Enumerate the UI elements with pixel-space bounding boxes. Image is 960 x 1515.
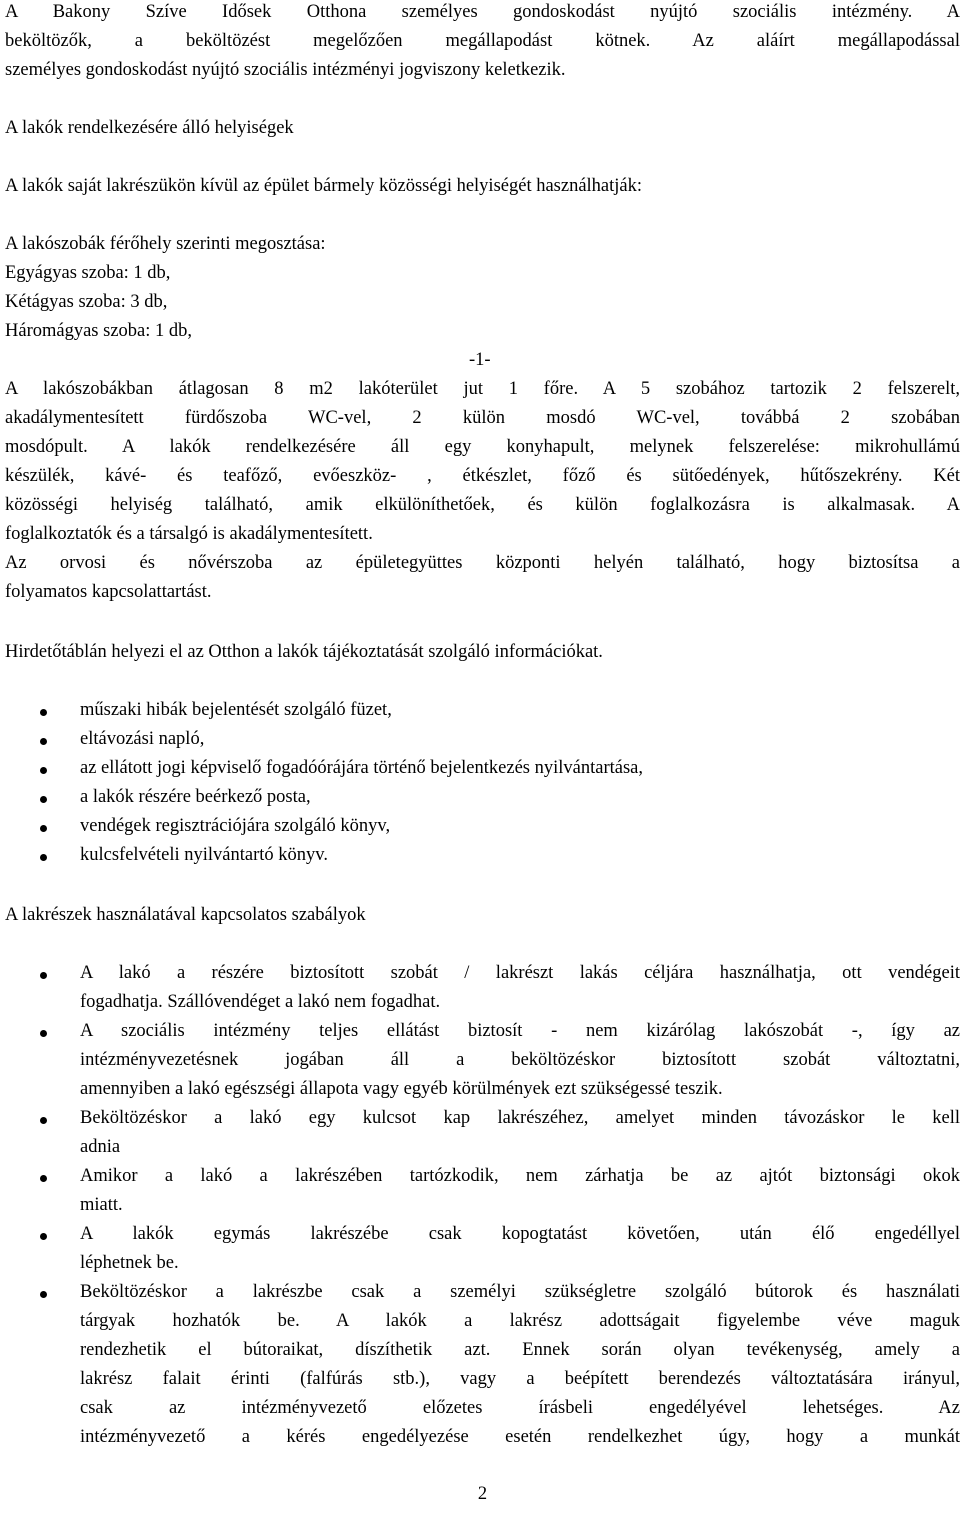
rule-line: Amikor a lakó a lakrészében tartózkodik, nem zárhatja be az ajtót biztonsági okok xyxy=(80,1166,960,1186)
room-split-item: Kétágyas szoba: 3 db, xyxy=(5,292,168,312)
rule-line: tárgyak hozhatók be. A lakók a lakrész adottságait figyelembe véve maguk xyxy=(80,1311,960,1331)
bullet-icon xyxy=(40,709,47,716)
bullet-icon xyxy=(40,738,47,745)
rule-line: rendezhetik el bútoraikat, díszíthetik azt. Ennek során olyan tevékenység, amely a xyxy=(80,1340,960,1360)
bullet-icon xyxy=(40,1117,47,1124)
section-heading-rules: A lakrészek használatával kapcsolatos szabályok xyxy=(5,905,366,925)
para-rooms-line: mosdópult. A lakók rendelkezésére áll egy konyhapult, melynek felszerelése: mikrohullámú xyxy=(5,437,960,457)
rule-line: fogadhatja. Szállóvendéget a lakó nem fogadhat. xyxy=(80,992,441,1012)
notice-board-text: Hirdetőtáblán helyezi el az Otthon a lakók tájékoztatását szolgáló információkat. xyxy=(5,642,603,662)
para-rooms-line: készülék, kávé- és teafőző, evőeszköz- , étkészlet, főző és sütőedények, hűtőszekrény. Két xyxy=(5,466,960,486)
rule-line: léphetnek be. xyxy=(80,1253,179,1273)
para-rooms-line: közösségi helyiség található, amik elkülöníthetőek, és külön foglalkozásra is alkalmasak. A xyxy=(5,495,960,515)
notice-item: eltávozási napló, xyxy=(80,729,205,749)
rule-line: miatt. xyxy=(80,1195,123,1215)
para-medical-line: Az orvosi és nővérszoba az épületegyüttes központi helyén található, hogy biztosítsa a xyxy=(5,553,960,573)
bullet-icon xyxy=(40,854,47,861)
room-split-item: Egyágyas szoba: 1 db, xyxy=(5,263,171,283)
rule-line: amennyiben a lakó egészségi állapota vagy egyéb körülmények ezt szükségessé teszik. xyxy=(80,1079,723,1099)
para-rooms-line: akadálymentesített fürdőszoba WC-vel, 2 külön mosdó WC-vel, továbbá 2 szobában xyxy=(5,408,960,428)
bullet-icon xyxy=(40,796,47,803)
rule-line: intézményvezetésnek jogában áll a beköltözéskor biztosított szobát változtatni, xyxy=(80,1050,960,1070)
notice-item: kulcsfelvételi nyilvántartó könyv. xyxy=(80,845,328,865)
page-number: 2 xyxy=(477,1484,488,1504)
bullet-icon xyxy=(40,972,47,979)
intro-line: A Bakony Szíve Idősek Otthona személyes gondoskodást nyújtó szociális intézmény. A xyxy=(5,2,960,22)
intro-line: személyes gondoskodást nyújtó szociális intézményi jogviszony keletkezik. xyxy=(5,60,566,80)
rule-line: A lakó a részére biztosított szobát / lakrészt lakás céljára használhatja, ott vendégeit xyxy=(80,963,960,983)
room-split-item: Háromágyas szoba: 1 db, xyxy=(5,321,193,341)
rule-line: Beköltözéskor a lakó egy kulcsot kap lakrészéhez, amelyet minden távozáskor le kell xyxy=(80,1108,960,1128)
rule-line: csak az intézményvezető előzetes írásbeli engedélyével lehetséges. Az xyxy=(80,1398,960,1418)
page-marker: -1- xyxy=(469,350,491,370)
rule-line: intézményvezető a kérés engedélyezése esetén rendelkezhet úgy, hogy a munkát xyxy=(80,1427,960,1447)
bullet-icon xyxy=(40,767,47,774)
intro-line: beköltözők, a beköltözést megelőzően megállapodást kötnek. Az aláírt megállapodással xyxy=(5,31,960,51)
section-heading-rooms: A lakók rendelkezésére álló helyiségek xyxy=(5,118,294,138)
rule-line: A lakók egymás lakrészébe csak kopogtatást követően, után élő engedéllyel xyxy=(80,1224,960,1244)
bullet-icon xyxy=(40,1291,47,1298)
notice-item: a lakók részére beérkező posta, xyxy=(80,787,311,807)
rule-line: adnia xyxy=(80,1137,121,1157)
para-rooms-line: A lakószobákban átlagosan 8 m2 lakóterület jut 1 főre. A 5 szobához tartozik 2 felszerelt, xyxy=(5,379,960,399)
bullet-icon xyxy=(40,825,47,832)
bullet-icon xyxy=(40,1175,47,1182)
notice-item: műszaki hibák bejelentését szolgáló füzet, xyxy=(80,700,392,720)
notice-item: vendégek regisztrációjára szolgáló könyv, xyxy=(80,816,391,836)
bullet-icon xyxy=(40,1233,47,1240)
room-split-title: A lakószobák férőhely szerinti megosztása: xyxy=(5,234,326,254)
common-rooms-text: A lakók saját lakrészükön kívül az épület bármely közösségi helyiségét használhatják: xyxy=(5,176,643,196)
para-rooms-line: foglalkoztatók és a társalgó is akadálymentesített. xyxy=(5,524,373,544)
rule-line: A szociális intézmény teljes ellátást biztosít - nem kizárólag lakószobát -, így az xyxy=(80,1021,960,1041)
para-medical-line: folyamatos kapcsolattartást. xyxy=(5,582,212,602)
rule-line: lakrész falait érinti (falfúrás stb.), vagy a beépített berendezés változtatására irányul, xyxy=(80,1369,960,1389)
bullet-icon xyxy=(40,1030,47,1037)
notice-item: az ellátott jogi képviselő fogadóórájára történő bejelentkezés nyilvántartása, xyxy=(80,758,643,778)
rule-line: Beköltözéskor a lakrészbe csak a személyi szükségletre szolgáló bútorok és használati xyxy=(80,1282,960,1302)
